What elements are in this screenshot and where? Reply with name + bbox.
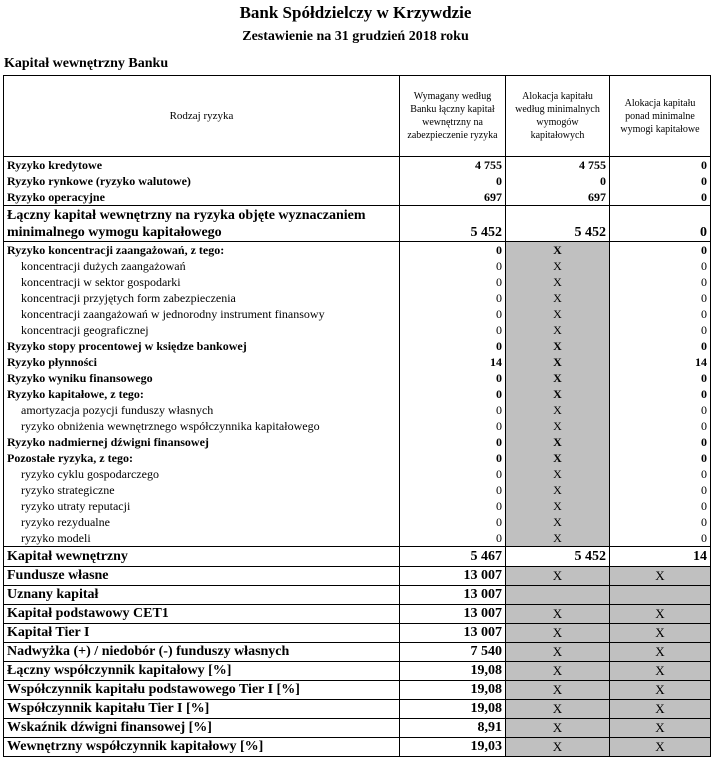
min-allocation-cell: X xyxy=(506,567,610,586)
table-row xyxy=(4,338,711,354)
table-row xyxy=(4,242,711,259)
row-label: Wewnętrzny współczynnik kapitałowy [%] xyxy=(4,738,400,757)
table-row xyxy=(4,386,711,402)
above-min-allocation-cell: 0 xyxy=(610,242,711,259)
required-capital-cell: 13 007 xyxy=(400,567,506,586)
min-allocation-cell: 5 452 xyxy=(506,547,610,567)
above-min-allocation-cell: 0 xyxy=(610,157,711,174)
row-label: Ryzyko wyniku finansowego xyxy=(4,370,400,386)
table-row xyxy=(4,157,711,174)
table-row xyxy=(4,418,711,434)
row-label: koncentracji dużych zaangażowań xyxy=(4,258,400,274)
required-capital-cell: 19,08 xyxy=(400,662,506,681)
min-allocation-cell: X xyxy=(506,450,610,466)
min-allocation-cell: X xyxy=(506,290,610,306)
table-row xyxy=(4,274,711,290)
row-label: Ryzyko stopy procentowej w księdze bankowej xyxy=(4,338,400,354)
required-capital-cell: 0 xyxy=(400,370,506,386)
above-min-allocation-cell: 0 xyxy=(610,482,711,498)
report-title: Bank Spółdzielczy w Krzywdzie xyxy=(239,3,472,22)
min-allocation-cell: X xyxy=(506,402,610,418)
row-label: ryzyko cyklu gospodarczego xyxy=(4,466,400,482)
above-min-allocation-cell: 0 xyxy=(610,514,711,530)
above-min-allocation-cell: 0 xyxy=(610,290,711,306)
table-row xyxy=(4,586,711,605)
min-allocation-cell: X xyxy=(506,700,610,719)
min-allocation-cell: X xyxy=(506,719,610,738)
table-row xyxy=(4,681,711,700)
min-allocation-cell: X xyxy=(506,242,610,259)
row-label: Łączny współczynnik kapitałowy [%] xyxy=(4,662,400,681)
table-header-row xyxy=(4,76,711,157)
table-row xyxy=(4,624,711,643)
above-min-allocation-cell: 0 xyxy=(610,306,711,322)
above-min-allocation-cell: 0 xyxy=(610,466,711,482)
row-label: ryzyko strategiczne xyxy=(4,482,400,498)
min-allocation-cell: X xyxy=(506,322,610,338)
table-row xyxy=(4,643,711,662)
required-capital-cell: 14 xyxy=(400,354,506,370)
row-label: Nadwyżka (+) / niedobór (-) funduszy własnych xyxy=(4,643,400,662)
min-allocation-cell: X xyxy=(506,605,610,624)
required-capital-cell: 19,03 xyxy=(400,738,506,757)
required-capital-cell: 0 xyxy=(400,290,506,306)
table-row xyxy=(4,450,711,466)
row-label: Kapitał podstawowy CET1 xyxy=(4,605,400,624)
table-row xyxy=(4,700,711,719)
row-label: koncentracji geograficznej xyxy=(4,322,400,338)
row-label: Współczynnik kapitału podstawowego Tier I [%] xyxy=(4,681,400,700)
min-allocation-cell: X xyxy=(506,338,610,354)
table-row xyxy=(4,547,711,567)
section-title: Kapitał wewnętrzny Banku xyxy=(4,56,169,71)
above-min-allocation-cell: X xyxy=(610,624,711,643)
table-row xyxy=(4,605,711,624)
table-row xyxy=(4,434,711,450)
table-row xyxy=(4,306,711,322)
required-capital-cell: 0 xyxy=(400,338,506,354)
row-label: Fundusze własne xyxy=(4,567,400,586)
above-min-allocation-cell: 0 xyxy=(610,498,711,514)
above-min-allocation-cell: 0 xyxy=(610,450,711,466)
required-capital-cell: 7 540 xyxy=(400,643,506,662)
above-min-allocation-cell: 0 xyxy=(610,434,711,450)
table-row xyxy=(4,402,711,418)
min-allocation-cell: X xyxy=(506,681,610,700)
min-allocation-cell: X xyxy=(506,274,610,290)
row-label: ryzyko rezydualne xyxy=(4,514,400,530)
row-label: Wskaźnik dźwigni finansowej [%] xyxy=(4,719,400,738)
above-min-allocation-cell: X xyxy=(610,738,711,757)
above-min-allocation-cell: X xyxy=(610,700,711,719)
required-capital-cell: 5 452 xyxy=(400,206,506,242)
required-capital-cell: 0 xyxy=(400,450,506,466)
required-capital-cell: 0 xyxy=(400,530,506,547)
capital-table xyxy=(3,75,711,757)
table-row xyxy=(4,189,711,206)
row-label: Współczynnik kapitału Tier I [%] xyxy=(4,700,400,719)
col-header-required: Wymagany według Banku łączny kapitał wewnętrzny na zabezpieczenie ryzyka xyxy=(400,76,506,157)
table-row xyxy=(4,498,711,514)
required-capital-cell: 0 xyxy=(400,418,506,434)
required-capital-cell: 13 007 xyxy=(400,605,506,624)
required-capital-cell: 13 007 xyxy=(400,586,506,605)
required-capital-cell: 0 xyxy=(400,514,506,530)
above-min-allocation-cell: X xyxy=(610,681,711,700)
row-label: Ryzyko płynności xyxy=(4,354,400,370)
min-allocation-cell: X xyxy=(506,624,610,643)
row-label: ryzyko utraty reputacji xyxy=(4,498,400,514)
row-label: ryzyko modeli xyxy=(4,530,400,547)
table-row xyxy=(4,482,711,498)
required-capital-cell: 0 xyxy=(400,498,506,514)
table-row xyxy=(4,466,711,482)
row-label: Uznany kapitał xyxy=(4,586,400,605)
min-allocation-cell: X xyxy=(506,466,610,482)
row-label: amortyzacja pozycji funduszy własnych xyxy=(4,402,400,418)
row-label: Ryzyko kredytowe xyxy=(4,157,400,174)
row-label: Kapitał Tier I xyxy=(4,624,400,643)
min-allocation-cell: 697 xyxy=(506,189,610,206)
required-capital-cell: 0 xyxy=(400,402,506,418)
table-row xyxy=(4,738,711,757)
min-allocation-cell: X xyxy=(506,738,610,757)
report-subtitle: Zestawienie na 31 grudzień 2018 roku xyxy=(242,29,469,44)
min-allocation-cell: X xyxy=(506,498,610,514)
min-allocation-cell: X xyxy=(506,306,610,322)
above-min-allocation-cell: 0 xyxy=(610,274,711,290)
row-label: Pozostałe ryzyka, z tego: xyxy=(4,450,400,466)
row-label: ryzyko obniżenia wewnętrznego współczynnika kapitałowego xyxy=(4,418,400,434)
table-row xyxy=(4,290,711,306)
required-capital-cell: 0 xyxy=(400,306,506,322)
table-row xyxy=(4,258,711,274)
above-min-allocation-cell: 0 xyxy=(610,173,711,189)
col-header-type: Rodzaj ryzyka xyxy=(4,76,400,157)
required-capital-cell: 19,08 xyxy=(400,700,506,719)
required-capital-cell: 5 467 xyxy=(400,547,506,567)
above-min-allocation-cell: 0 xyxy=(610,322,711,338)
min-allocation-cell: X xyxy=(506,418,610,434)
above-min-allocation-cell: X xyxy=(610,643,711,662)
required-capital-cell: 19,08 xyxy=(400,681,506,700)
required-capital-cell: 8,91 xyxy=(400,719,506,738)
above-min-allocation-cell: 0 xyxy=(610,206,711,242)
table-row xyxy=(4,530,711,547)
min-allocation-cell: X xyxy=(506,662,610,681)
col-header-above-min: Alokacja kapitału ponad minimalne wymogi kapitałowe xyxy=(610,76,711,157)
min-allocation-cell: X xyxy=(506,514,610,530)
min-allocation-cell: X xyxy=(506,370,610,386)
above-min-allocation-cell: X xyxy=(610,605,711,624)
required-capital-cell: 0 xyxy=(400,242,506,259)
table-row xyxy=(4,719,711,738)
required-capital-cell: 0 xyxy=(400,173,506,189)
min-allocation-cell: X xyxy=(506,530,610,547)
above-min-allocation-cell: X xyxy=(610,662,711,681)
row-label: Ryzyko kapitałowe, z tego: xyxy=(4,386,400,402)
above-min-allocation-cell: 14 xyxy=(610,354,711,370)
min-allocation-cell: X xyxy=(506,258,610,274)
above-min-allocation-cell: 0 xyxy=(610,402,711,418)
row-label: Ryzyko operacyjne xyxy=(4,189,400,206)
table-row xyxy=(4,206,711,242)
above-min-allocation-cell: 0 xyxy=(610,189,711,206)
row-label: koncentracji zaangażowań w jednorodny instrument finansowy xyxy=(4,306,400,322)
min-allocation-cell: 0 xyxy=(506,173,610,189)
table-row xyxy=(4,354,711,370)
min-allocation-cell: X xyxy=(506,354,610,370)
required-capital-cell: 0 xyxy=(400,322,506,338)
required-capital-cell: 0 xyxy=(400,482,506,498)
min-allocation-cell xyxy=(506,586,610,605)
required-capital-cell: 0 xyxy=(400,274,506,290)
table-row xyxy=(4,662,711,681)
row-label: Kapitał wewnętrzny xyxy=(4,547,400,567)
row-label: koncentracji w sektor gospodarki xyxy=(4,274,400,290)
table-row xyxy=(4,370,711,386)
min-allocation-cell: 4 755 xyxy=(506,157,610,174)
above-min-allocation-cell: X xyxy=(610,567,711,586)
min-allocation-cell: X xyxy=(506,643,610,662)
col-header-min-alloc: Alokacja kapitału według minimalnych wymogów kapitałowych xyxy=(506,76,610,157)
above-min-allocation-cell: 14 xyxy=(610,547,711,567)
min-allocation-cell: 5 452 xyxy=(506,206,610,242)
above-min-allocation-cell xyxy=(610,586,711,605)
above-min-allocation-cell: 0 xyxy=(610,418,711,434)
above-min-allocation-cell: 0 xyxy=(610,258,711,274)
row-label: koncentracji przyjętych form zabezpieczenia xyxy=(4,290,400,306)
required-capital-cell: 697 xyxy=(400,189,506,206)
table-row xyxy=(4,567,711,586)
table-row xyxy=(4,173,711,189)
above-min-allocation-cell: X xyxy=(610,719,711,738)
above-min-allocation-cell: 0 xyxy=(610,338,711,354)
above-min-allocation-cell: 0 xyxy=(610,386,711,402)
row-label: Łączny kapitał wewnętrzny na ryzyka objęte wyznaczaniem minimalnego wymogu kapitałowego xyxy=(4,206,400,242)
above-min-allocation-cell: 0 xyxy=(610,530,711,547)
required-capital-cell: 0 xyxy=(400,466,506,482)
row-label: Ryzyko nadmiernej dźwigni finansowej xyxy=(4,434,400,450)
above-min-allocation-cell: 0 xyxy=(610,370,711,386)
required-capital-cell: 13 007 xyxy=(400,624,506,643)
table-row xyxy=(4,322,711,338)
required-capital-cell: 0 xyxy=(400,434,506,450)
required-capital-cell: 4 755 xyxy=(400,157,506,174)
min-allocation-cell: X xyxy=(506,482,610,498)
row-label: Ryzyko koncentracji zaangażowań, z tego: xyxy=(4,242,400,259)
min-allocation-cell: X xyxy=(506,386,610,402)
required-capital-cell: 0 xyxy=(400,386,506,402)
row-label: Ryzyko rynkowe (ryzyko walutowe) xyxy=(4,173,400,189)
min-allocation-cell: X xyxy=(506,434,610,450)
table-row xyxy=(4,514,711,530)
required-capital-cell: 0 xyxy=(400,258,506,274)
